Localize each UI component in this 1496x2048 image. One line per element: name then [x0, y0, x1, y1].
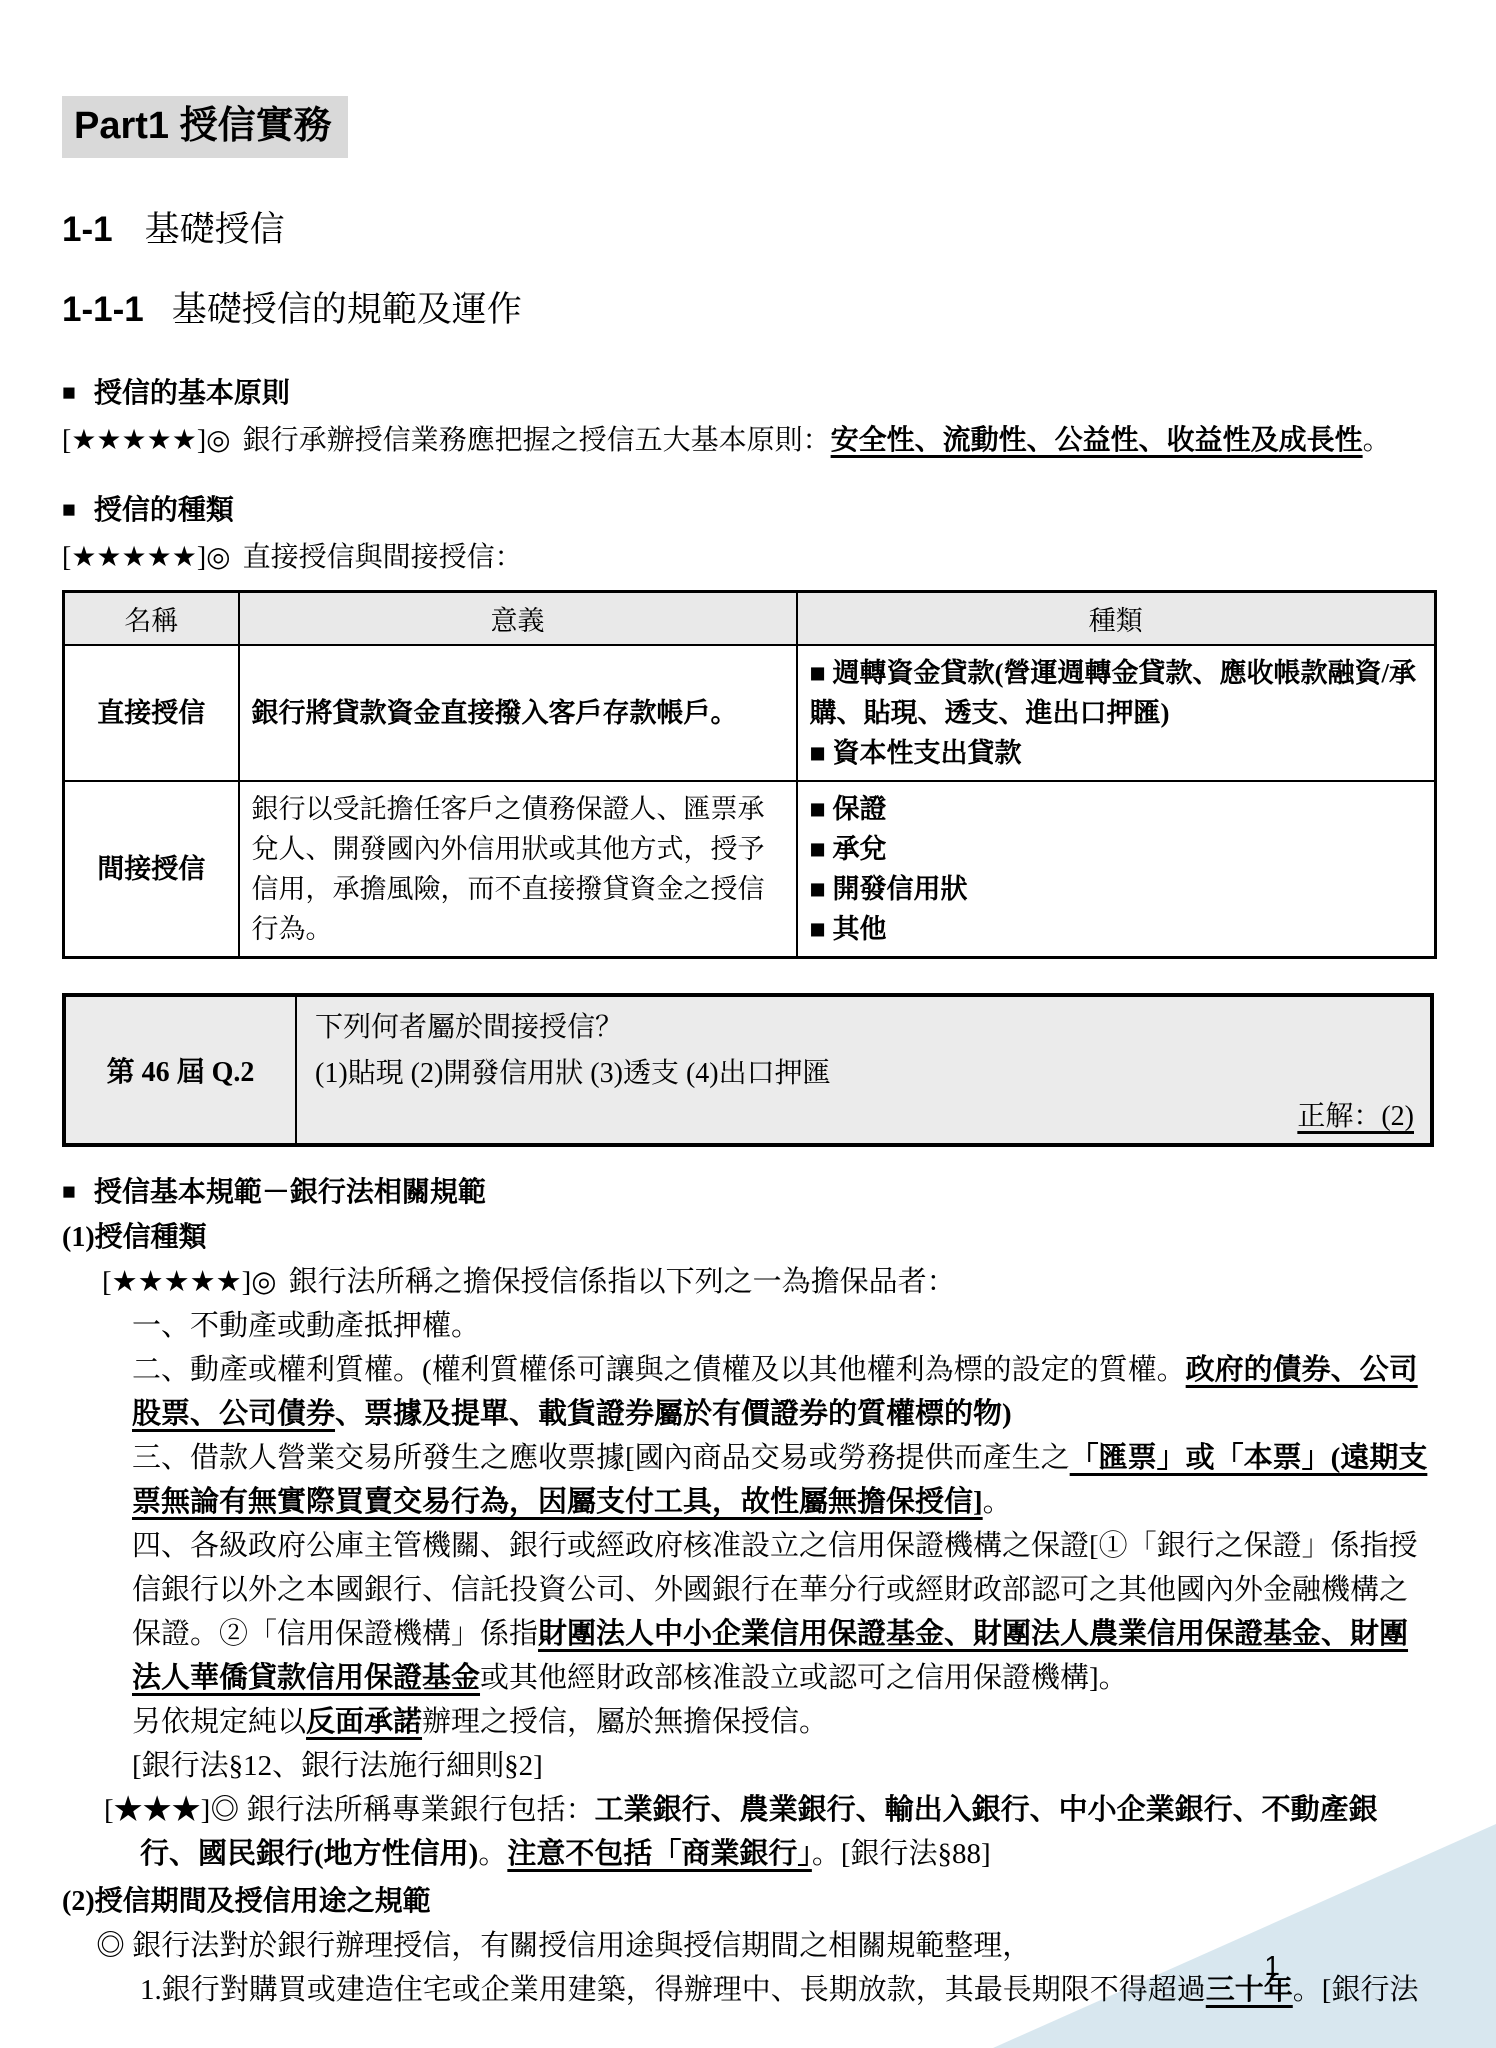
star-rating: [★★★★★]◎: [62, 425, 231, 456]
section-heading-types: [62, 491, 1434, 530]
heading-1-1-number: 1-1: [62, 210, 113, 249]
table-header-row: [64, 592, 1436, 646]
row-indirect-kinds: [797, 781, 1436, 958]
col-header-meaning: 意義: [239, 592, 797, 646]
section-heading-principles: [62, 374, 1434, 413]
kind-line: ■ 開發信用狀: [809, 874, 968, 904]
table-row: [64, 781, 1436, 958]
exam-question-box: [62, 993, 1434, 1147]
question-options: (1)貼現 (2)開發信用狀 (3)透支 (4)出口押匯: [315, 1058, 831, 1089]
credit-period-text: 銀行法對於銀行辦理授信，有關授信用途與授信期間之相關規範整理，: [132, 1930, 1032, 1962]
list-item: 二、動產或權利質權。(權利質權係可讓與之債權及以其他權利為標的設定的質權。政府的債券、公司股票、公司債券、票據及提單、載貨證券屬於有價證券的質權標的物): [132, 1354, 1418, 1430]
star-rating: [★★★★★]◎: [62, 542, 231, 573]
section-heading-principles-label: 授信的基本原則: [93, 378, 290, 409]
credit-types-table: [62, 590, 1437, 959]
kind-line: ■ 承兌: [809, 834, 887, 864]
secured-credit-note: [102, 1260, 1434, 1304]
square-bullet-icon: ■: [62, 380, 76, 405]
row-direct-name: 直接授信: [64, 645, 239, 781]
exam-question-label: 第 46 屆 Q.2: [66, 997, 297, 1143]
square-bullet-icon: ■: [62, 1179, 76, 1204]
heading-1-1-1: [62, 290, 1434, 330]
row-indirect-meaning: 銀行以受託擔任客戶之債務保證人、匯票承兌人、開發國內外信用狀或其他方式，授予信用，承擔風險，而不直接撥貸資金之授信行為。: [239, 781, 797, 958]
page-number: 1: [1264, 1950, 1280, 1981]
row-direct-kinds: [797, 645, 1436, 781]
square-bullet-icon: ■: [62, 497, 76, 522]
kind-line: ■ 保證: [809, 794, 887, 824]
heading-1-1-1-title: 基礎授信的規範及運作: [171, 290, 522, 329]
principles-text: 銀行承辦授信業務應把握之授信五大基本原則：: [242, 425, 831, 456]
principles-emphasis: 安全性、流動性、公益性、收益性及成長性: [830, 425, 1363, 456]
list-item: 一、不動產或動產抵押權。: [132, 1310, 481, 1342]
star-rating: [★★★]◎: [104, 1794, 240, 1826]
heading-1-1-1-number: 1-1-1: [62, 290, 144, 329]
question-text: 下列何者屬於間接授信？: [315, 1012, 624, 1043]
section-heading-types-label: 授信的種類: [93, 495, 234, 526]
row-direct-meaning: 銀行將貸款資金直接撥入客戶存款帳戶。: [239, 645, 797, 781]
row-indirect-name: 間接授信: [64, 781, 239, 958]
subsection-1-heading: (1)授信種類: [62, 1222, 207, 1253]
kind-line: ■ 其他: [809, 914, 887, 944]
section-heading-rules-label: 授信基本規範－銀行法相關規範: [93, 1177, 486, 1208]
credit-period-note: [96, 1924, 1434, 1968]
part-title: Part1 授信實務: [62, 96, 348, 158]
section-heading-rules: [62, 1173, 1434, 1212]
negative-pledge-note: 另依規定純以反面承諾辦理之授信，屬於無擔保授信。: [132, 1706, 829, 1738]
kind-line: ■ 資本性支出貸款: [809, 738, 1022, 768]
principles-note: [62, 419, 1434, 463]
circle-bullet-icon: ◎: [96, 1930, 126, 1962]
heading-1-1: [62, 210, 1434, 250]
list-item: 三、借款人營業交易所發生之應收票據[國內商品交易或勞務提供而產生之「匯票」或「本票」(遠期支票無論有無實際買賣交易行為，因屬支付工具，故性屬無擔保授信]。: [132, 1442, 1428, 1518]
col-header-name: 名稱: [64, 592, 239, 646]
credit-period-item-1: 1.銀行對購買或建造住宅或企業用建築，得辦理中、長期放款，其最長期限不得超過三十年。[銀行法: [140, 1974, 1419, 2006]
types-text: 直接授信與間接授信：: [242, 542, 523, 573]
subsection-2-heading: (2)授信期間及授信用途之規範: [62, 1886, 431, 1917]
exam-question-body: [297, 997, 1430, 1143]
types-note: [62, 536, 1434, 580]
principles-period: 。: [1362, 425, 1391, 456]
table-row: [64, 645, 1436, 781]
secured-credit-text: 銀行法所稱之擔保授信係指以下列之一為擔保品者：: [288, 1266, 956, 1298]
list-item: 四、各級政府公庫主管機關、銀行或經政府核准設立之信用保證機構之保證[①「銀行之保證」係指授信銀行以外之本國銀行、信託投資公司、外國銀行在華分行或經財政部認可之其他國內外金融機構之保證。②「信用保證機構」係指財團法人中小企業信用保證基金、財團法人農業信用保證基金、財團法人華僑貸款信用保證基金或其他經財政部核准設立或認可之信用保證機構]。: [132, 1530, 1418, 1694]
secured-credit-items: [132, 1304, 1434, 1788]
kind-line: ■ 週轉資金貸款(營運週轉金貸款、應收帳款融資/承購、貼現、透支、進出口押匯): [809, 658, 1417, 728]
heading-1-1-title: 基礎授信: [144, 210, 285, 249]
col-header-kinds: 種類: [797, 592, 1436, 646]
star-rating: [★★★★★]◎: [102, 1266, 277, 1298]
specialized-banks-note: [★★★]◎ 銀行法所稱專業銀行包括：工業銀行、農業銀行、輸出入銀行、中小企業銀行、不動產銀行、國民銀行(地方性信用)。注意不包括「商業銀行」。[銀行法§88]: [104, 1794, 1378, 1870]
question-answer: 正解：(2): [1297, 1101, 1414, 1132]
law-reference: [銀行法§12、銀行法施行細則§2]: [132, 1750, 543, 1782]
